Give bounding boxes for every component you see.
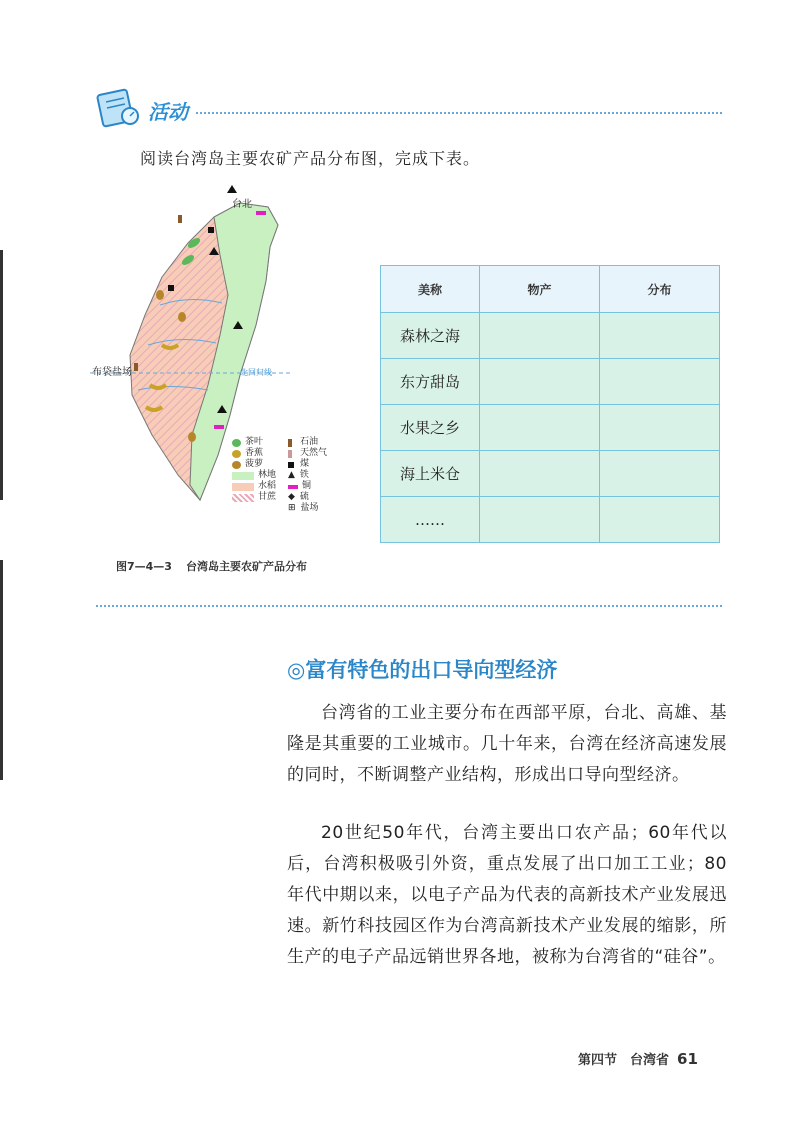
row-nickname: …… bbox=[381, 497, 480, 543]
figure-caption bbox=[116, 558, 321, 574]
row-nickname: 海上米仓 bbox=[381, 451, 480, 497]
taiwan-map bbox=[90, 185, 380, 530]
paragraph-1: 台湾省的工业主要分布在西部平原，台北、高雄、基隆是其重要的工业城市。几十年来，台湾在经济高速发展的同时，不断调整产业结构，形成出口导向型经济。 bbox=[287, 703, 727, 785]
legend-pineapple: 菠萝 bbox=[232, 459, 276, 470]
distribution-cell[interactable] bbox=[600, 359, 720, 405]
oil-symbol bbox=[134, 363, 138, 371]
footer-section: 第四节 台湾省 bbox=[578, 1053, 670, 1068]
pineapple-symbol bbox=[156, 290, 164, 300]
taipei-label: 台北 bbox=[232, 199, 252, 210]
header-products: 物产 bbox=[480, 266, 600, 313]
distribution-cell[interactable] bbox=[600, 497, 720, 543]
legend-tea: 茶叶 bbox=[232, 437, 276, 448]
legend-copper: 铜 bbox=[288, 481, 327, 492]
legend-salt-field: ⊞ 盐场 bbox=[288, 503, 319, 513]
iron-symbol bbox=[227, 185, 237, 193]
row-nickname: 森林之海 bbox=[381, 313, 480, 359]
legend-sulfur: ◆ 硫 bbox=[288, 492, 309, 502]
distribution-cell[interactable] bbox=[600, 451, 720, 497]
figure-title: 台湾岛主要农矿产品分布 bbox=[185, 560, 307, 573]
distribution-cell[interactable] bbox=[600, 313, 720, 359]
products-cell[interactable] bbox=[480, 451, 600, 497]
pineapple-symbol bbox=[178, 312, 186, 322]
row-nickname: 东方甜岛 bbox=[381, 359, 480, 405]
table-row bbox=[381, 313, 720, 359]
bottom-dotted-divider bbox=[96, 605, 722, 607]
legend-oil: 石油 bbox=[288, 437, 327, 448]
top-dotted-divider bbox=[196, 112, 722, 114]
legend-forest: 林地 bbox=[232, 470, 276, 481]
table-row bbox=[381, 497, 720, 543]
products-cell[interactable] bbox=[480, 497, 600, 543]
products-cell[interactable] bbox=[480, 359, 600, 405]
map-legend-left bbox=[232, 437, 276, 503]
page-number: 61 bbox=[677, 1050, 698, 1068]
header-nickname: 美称 bbox=[381, 266, 480, 313]
legend-rice: 水稻 bbox=[232, 481, 276, 492]
legend-iron: ▲ 铁 bbox=[288, 470, 309, 480]
copper-symbol bbox=[256, 211, 266, 215]
figure-number: 图7—4—3 bbox=[116, 560, 172, 573]
page-edge-mark-lower bbox=[0, 560, 3, 780]
paragraph-2: 20世纪50年代，台湾主要出口农产品；60年代以后，台湾积极吸引外资，重点发展了出口加工工业；80年代中期以来，以电子产品为代表的高新技术产业发展迅速。新竹科技园区作为台湾高新技术产业发展的缩影，所生产的电子产品远销世界各地，被称为台湾省的“硅谷”。 bbox=[287, 823, 727, 967]
coal-symbol bbox=[168, 285, 174, 291]
legend-sugarcane: 甘蔗 bbox=[232, 492, 276, 503]
table-row bbox=[381, 359, 720, 405]
activity-label: 活动 bbox=[148, 100, 188, 124]
page-edge-mark bbox=[0, 250, 3, 500]
row-nickname: 水果之乡 bbox=[381, 405, 480, 451]
table-header-row bbox=[381, 266, 720, 313]
legend-coal: 煤 bbox=[288, 459, 327, 470]
page-footer bbox=[578, 1049, 698, 1068]
section-title: ◎富有特色的出口导向型经济 bbox=[287, 658, 558, 682]
oil-symbol bbox=[178, 215, 182, 223]
legend-gas: 天然气 bbox=[288, 448, 327, 459]
salt-field-label: 布袋盐场 bbox=[92, 367, 132, 378]
table-row bbox=[381, 405, 720, 451]
distribution-cell[interactable] bbox=[600, 405, 720, 451]
legend-banana: 香蕉 bbox=[232, 448, 276, 459]
map-legend-right bbox=[288, 437, 327, 514]
instruction-text: 阅读台湾岛主要农矿产品分布图，完成下表。 bbox=[140, 149, 481, 168]
products-cell[interactable] bbox=[480, 405, 600, 451]
pineapple-symbol bbox=[188, 432, 196, 442]
header-distribution: 分布 bbox=[600, 266, 720, 313]
copper-symbol bbox=[214, 425, 224, 429]
activity-icon bbox=[96, 86, 142, 132]
product-table bbox=[380, 265, 720, 543]
tropic-label: 北回归线 bbox=[240, 368, 272, 377]
table-row bbox=[381, 451, 720, 497]
coal-symbol bbox=[208, 227, 214, 233]
products-cell[interactable] bbox=[480, 313, 600, 359]
